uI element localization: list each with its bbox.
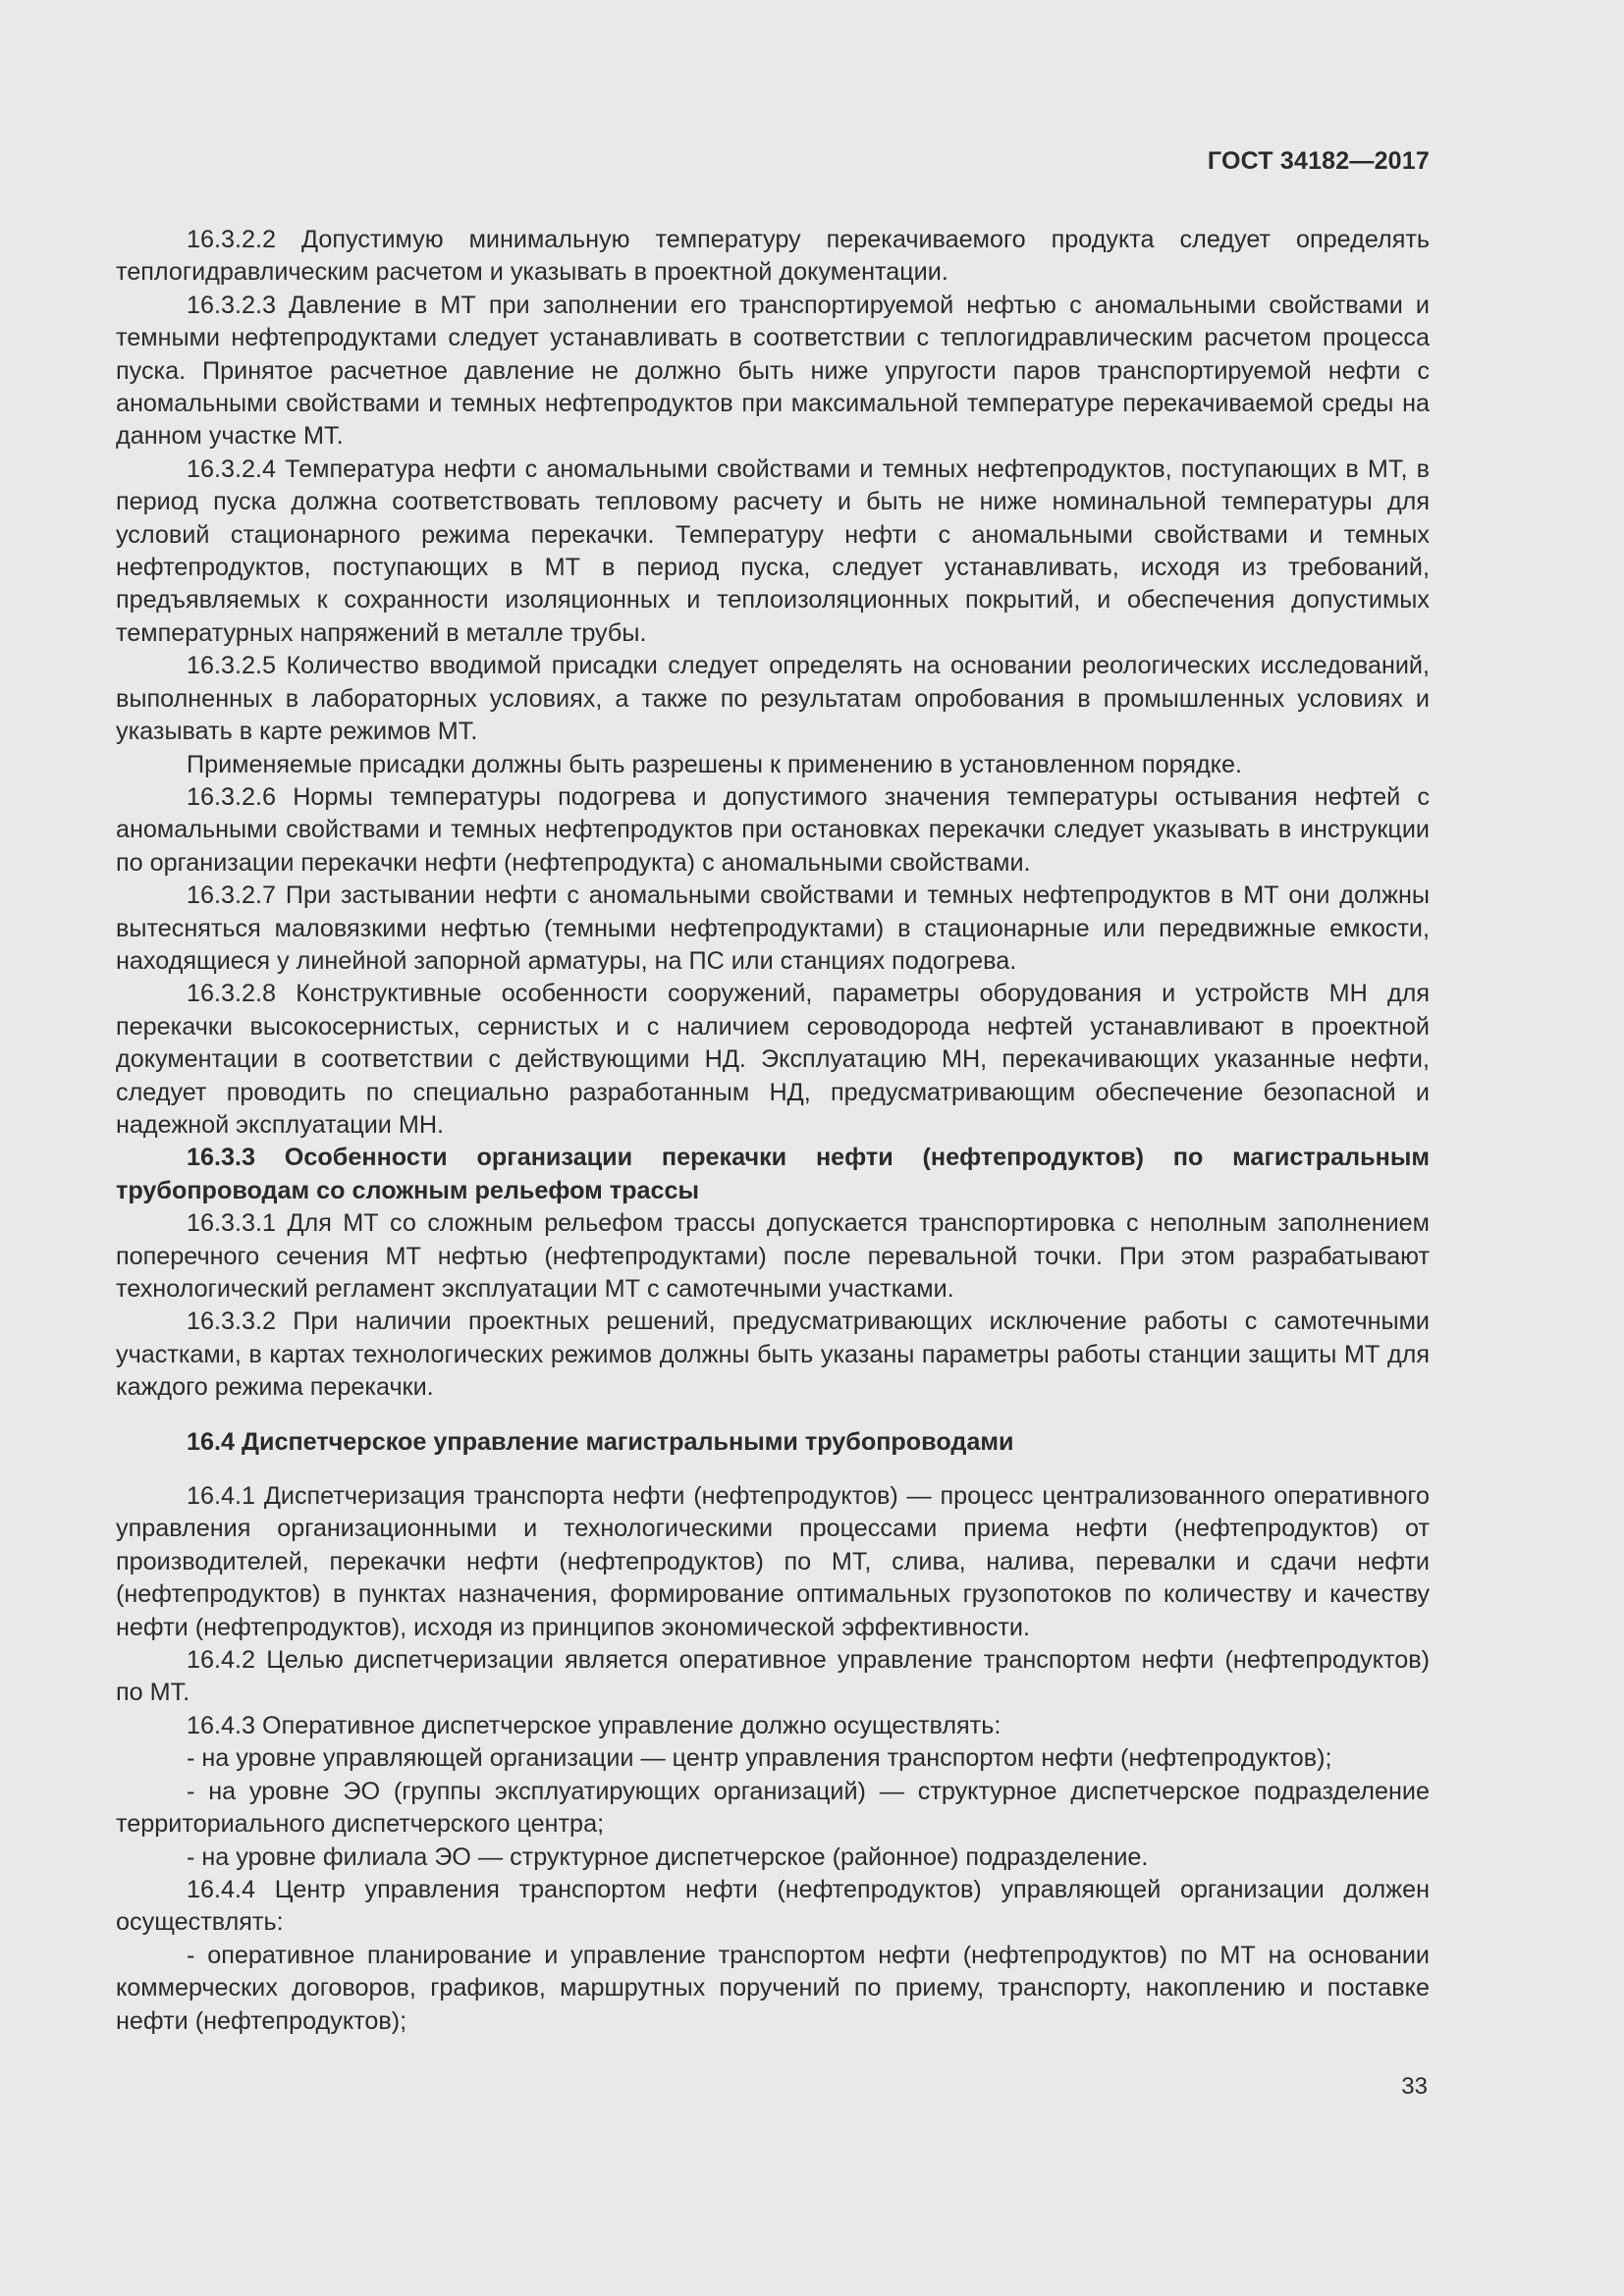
paragraph-16-3-2-3: 16.3.2.3 Давление в МТ при заполнении его транспортируемой нефтью с аномальными свойствами и темными нефтепродуктами следует устанавливать в соответствии с теплогидравлическим расчетом процесса пуска. Принятое расчетное давление не должно быть ниже упругости паров транспортируемой нефти с аномальными свойствами и темных нефтепродуктов при максимальной температуре перекачиваемой среды на данном участке МТ. <box>116 291 1430 451</box>
paragraph-16-3-3-1: 16.3.3.1 Для МТ со сложным рельефом трассы допускается транспортировка с неполным заполнением поперечного сечения МТ нефтью (нефтепродуктами) после перевальной точки. При этом разрабатывают технологический регламент эксплуатации МТ с самотечными участками. <box>116 1209 1430 1303</box>
paragraph-16-3-2-7: 16.3.2.7 При застывании нефти с аномальными свойствами и темных нефтепродуктов в МТ они должны вытесняться маловязкими нефтью (темными нефтепродуктами) в стационарные или передвижные емкости, находящиеся у линейной запорной арматуры, на ПС или станциях подогрева. <box>116 881 1430 975</box>
paragraph-16-3-2-5: 16.3.2.5 Количество вводимой присадки следует определять на основании реологических исследований, выполненных в лабораторных условиях, а также по результатам опробования в промышленных условиях и указывать в карте режимов МТ. <box>116 652 1430 746</box>
list-item-management-org: - на уровне управляющей организации — центр управления транспортом нефти (нефтепродуктов); <box>187 1744 1332 1773</box>
paragraph-16-4-4: 16.4.4 Центр управления транспортом нефти (нефтепродуктов) управляющей организации должен осуществлять: <box>116 1875 1430 1937</box>
paragraph-16-4-1: 16.4.1 Диспетчеризация транспорта нефти (нефтепродуктов) — процесс централизованного оперативного управления организационными и технологическими процессами приема нефти (нефтепродуктов) от производителей, перекачки нефти (нефтепродуктов) по МТ, слива, налива, перевалки и сдачи нефти (нефтепродуктов) в пунктах назначения, формирование оптимальных грузопотоков по количеству и качеству нефти (нефтепродуктов), исходя из принципов экономической эффективности. <box>116 1482 1430 1641</box>
paragraph-16-3-2-6: 16.3.2.6 Нормы температуры подогрева и допустимого значения температуры остывания нефтей с аномальными свойствами и темных нефтепродуктов при остановках перекачки следует указывать в инструкции по организации перекачки нефти (нефтепродукта) с аномальными свойствами. <box>116 782 1430 877</box>
page-number: 33 <box>1401 2073 1428 2100</box>
paragraph-additives-note: Применяемые присадки должны быть разрешены к применению в установленном порядке. <box>187 750 1242 778</box>
paragraph-16-3-2-8: 16.3.2.8 Конструктивные особенности сооружений, параметры оборудования и устройств МН для перекачки высокосернистых, сернистых и с наличием сероводорода нефтей устанавливают в проектной документации в соответствии с действующими НД. Эксплуатацию МН, перекачивающих указанные нефти, следует проводить по специально разработанным НД, предусматривающим обеспечение безопасной и надежной эксплуатации МН. <box>116 980 1430 1139</box>
section-heading-16-4: 16.4 Диспетчерское управление магистральными трубопроводами <box>187 1427 1014 1456</box>
paragraph-16-4-2: 16.4.2 Целью диспетчеризации является оперативное управление транспортом нефти (нефтепродуктов) по МТ. <box>116 1646 1430 1707</box>
subsection-heading-16-3-3: 16.3.3 Особенности организации перекачки нефти (нефтепродуктов) по магистральным трубопроводам со сложным рельефом трассы <box>116 1144 1430 1204</box>
paragraph-16-3-2-4: 16.3.2.4 Температура нефти с аномальными свойствами и темных нефтепродуктов, поступающих в МТ, в период пуска должна соответствовать тепловому расчету и быть не ниже номинальной температуры для условий стационарного режима перекачки. Температуру нефти с аномальными свойствами и темных нефтепродуктов, поступающих в МТ в период пуска, следует устанавливать, исходя из требований, предъявляемых к сохранности изоляционных и теплоизоляционных покрытий, и обеспечения допустимых температурных напряжений в металле трубы. <box>116 454 1430 647</box>
document-body <box>116 224 1430 2038</box>
paragraph-16-3-3-2: 16.3.3.2 При наличии проектных решений, предусматривающих исключение работы с самотечными участками, в картах технологических режимов должны быть указаны параметры работы станции защиты МТ для каждого режима перекачки. <box>116 1308 1430 1402</box>
document-header: ГОСТ 34182—2017 <box>1207 147 1430 175</box>
paragraph-16-3-2-2: 16.3.2.2 Допустимую минимальную температуру перекачиваемого продукта следует определять теплогидравлическим расчетом и указывать в проектной документации. <box>116 226 1430 287</box>
paragraph-16-4-3: 16.4.3 Оперативное диспетчерское управление должно осуществлять: <box>187 1711 1001 1739</box>
list-item-eo-level: - на уровне ЭО (группы эксплуатирующих организаций) — структурное диспетчерское подразделение территориального диспетчерского центра; <box>116 1777 1430 1839</box>
list-item-operational-planning: - оперативное планирование и управление транспортом нефти (нефтепродуктов) по МТ на основании коммерческих договоров, графиков, маршрутных поручений по приему, транспорту, накоплению и поставке нефти (нефтепродуктов); <box>116 1941 1430 2035</box>
list-item-eo-branch: - на уровне филиала ЭО — структурное диспетчерское (районное) подразделение. <box>187 1842 1149 1871</box>
